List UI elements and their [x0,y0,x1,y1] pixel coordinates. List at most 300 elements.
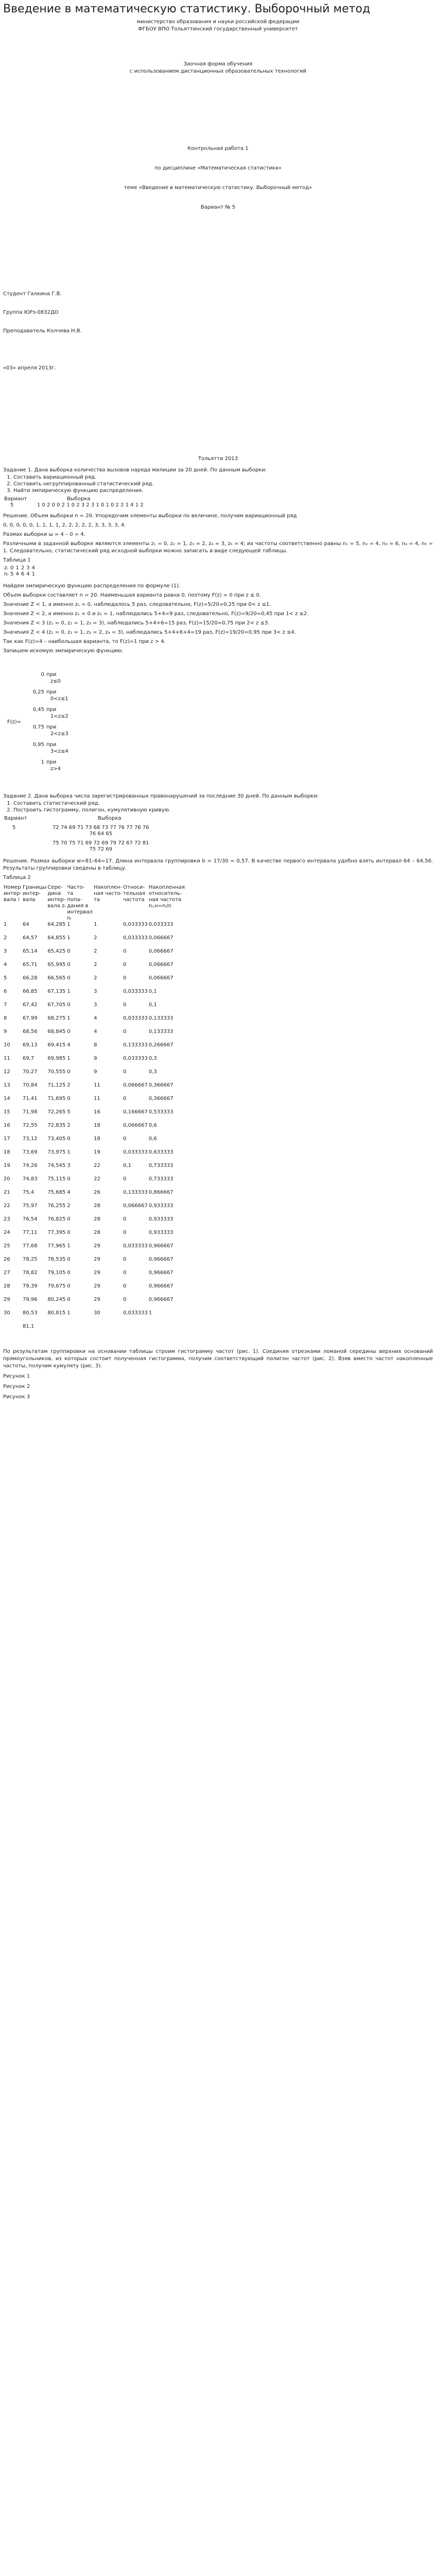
table-cell: 75,685 [47,1190,66,1195]
table-cell: 69,7 [22,1056,34,1061]
table-cell: 0,033333 [148,922,173,927]
table-cell: 13 [4,1082,10,1088]
table-cell: 0 [123,1136,127,1142]
table-row [3,1109,190,1123]
table-cell: 79,675 [47,1283,66,1289]
table-cell: 0 [123,1257,127,1262]
task-2-title: Задание 2. Дана выборка числа зарегистрированных правонарушений за последние 30 дней. По данным выборки: [3,793,319,799]
table-cell: 68,56 [22,1029,38,1035]
table-cell: 0 [67,1029,71,1035]
ecdf-value: 1 [41,759,44,765]
table-cell: 2 [94,962,97,968]
column-header [22,885,47,922]
table-cell: 30 [4,1310,10,1316]
table-header-row [3,885,190,922]
table-cell: 0 [67,1176,71,1182]
sample-line: 75 70 75 71 69 72 69 79 72 67 72 81 [53,840,149,846]
table-cell: 65,14 [22,948,38,954]
header-text: интер- [47,897,66,903]
table-cell: 9 [94,1069,97,1075]
sample-line: 75 72 69 [89,846,113,852]
date-line: «03» апреля 2013г. [3,365,56,371]
table-cell: 77,11 [22,1230,38,1235]
header-text: интер- [22,891,41,896]
table-cell: 73,975 [47,1149,66,1155]
sample-header: Выборка [98,816,121,821]
table-cell: nᵢ [4,571,9,577]
table-cell: 5 [67,1109,71,1115]
header-text: ная часто- [94,891,123,896]
table-cell [93,1324,123,1337]
variation-series: 0, 0, 0, 0, 0, 1, 1, 1, 1, 2, 2, 2, 2, 2, 3, 3, 3, 3, 4. [3,522,126,528]
ecdf-cond: z≤0 [50,679,61,684]
table-cell: 65,71 [22,962,38,968]
ecdf-cond: при [46,759,57,765]
table-cell: 0,133333 [148,1015,173,1021]
table-row [3,1163,190,1176]
frequency-table [3,565,36,578]
column-header [66,885,93,922]
table-cell: 0,066667 [123,1123,148,1128]
table-cell: 29 [94,1257,100,1262]
ecdf-value: 0,25 [32,689,44,695]
table-cell: 0 [123,1297,127,1302]
table-cell: 3 [4,948,7,954]
table-cell: 72,55 [22,1123,38,1128]
ecdf-paragraph: Значения Z < 4 (z₁ = 0, z₂ = 1, z₃ = 2, z₄ = 3), наблюдались 5+4+6+4=19 раз, F(z)=19/20=0,95 при 3< z ≤4. [3,630,296,635]
table-cell: 64,855 [47,935,66,941]
table-cell: 0,6 [148,1123,157,1128]
table-cell: 0,1 [123,1163,132,1168]
table-cell: 2 [67,1123,71,1128]
table-cell: 0,033333 [123,1149,148,1155]
sample-range: Размах выборки ѡ = 4 – 0 = 4. [3,532,85,537]
table-cell [123,1324,148,1337]
find-ecdf-line: Найдем эмпирическую функцию распределения по формуле (1). [3,583,181,589]
column-header [148,885,190,922]
table-row [3,565,36,571]
table-row [3,1136,190,1149]
table-cell: 23 [4,1216,10,1222]
table-cell: 76,54 [22,1216,38,1222]
table-cell: 78,535 [47,1257,66,1262]
table-cell: 3 [67,1163,71,1168]
table-cell: 0,933333 [148,1230,173,1235]
variant-header: Вариант [4,816,27,821]
table-cell: 4 [26,571,30,577]
header-text: интервал nᵢ [67,909,93,921]
table-cell: 4 [67,1190,71,1195]
table-cell: 28 [94,1216,100,1222]
grouping-table [3,885,190,1337]
table-cell: 72,835 [47,1123,66,1128]
table-cell: 2 [94,935,97,941]
list-item: 2. Составить негруппированный статистический ряд. [13,481,436,487]
header-text: nᵢ,н=nᵢ/n [148,903,171,909]
table-cell: 22 [4,1203,10,1209]
header-text: Сере- [47,885,63,890]
table-cell: 0 [123,948,127,954]
table-cell: 20 [4,1176,10,1182]
variant-value: 5 [10,502,14,508]
table-cell: 0,033333 [123,1243,148,1249]
header-text: Относи- [123,885,145,890]
table-cell: 0 [123,975,127,981]
table-row [3,1176,190,1190]
table-cell: 0 [123,1270,127,1276]
table-cell: 80,815 [47,1310,66,1316]
table-cell: 1 [67,1056,71,1061]
table-cell [3,1324,22,1337]
table-cell: 2 [67,1082,71,1088]
table-cell: 68,275 [47,1015,66,1021]
table-cell: 0 [67,962,71,968]
table-cell: 28 [94,1230,100,1235]
table-cell: 75,115 [47,1176,66,1182]
table-cell: 4 [67,1042,71,1048]
figure-caption: Рисунок 2 [3,1384,30,1389]
table-cell: 2 [67,1203,71,1209]
header-text: Границы [22,885,47,890]
task-2 [0,793,436,1401]
table-cell: 1 [67,1015,71,1021]
header-text: частота [123,897,145,903]
table-row [3,948,190,962]
table-cell: 15 [4,1109,10,1115]
table-cell: 67,135 [47,989,66,994]
header-text: вала zᵢ [47,903,66,909]
table-row [3,1203,190,1216]
table-cell: 79,105 [47,1270,66,1276]
sample-line: 76 64 65 [89,831,113,837]
table-cell: 0,066667 [148,962,173,968]
ecdf-paragraph: Объем выборки составляет n = 20. Наименьшая варианта равна 0, поэтому F(z) = 0 при z ≤ 0. [3,592,261,598]
table-cell: 3 [94,1002,97,1008]
table-row [3,1096,190,1109]
ministry-line: министерство образования и науки российской федерации [136,19,300,25]
task-1-list [0,474,436,494]
table-cell: 1 [15,565,19,571]
ecdf-write-line: Запишем искомую эмпирическую функцию: [3,648,123,654]
table-cell: 73,69 [22,1149,38,1155]
table-cell: 0,066667 [148,935,173,941]
header-text: попа- [67,897,82,903]
table-cell: 0,966667 [148,1257,173,1262]
header-text: интер- [4,891,22,896]
table-cell: 70,555 [47,1069,66,1075]
ecdf-value: 0,45 [32,707,44,713]
header-text: дина [47,891,61,896]
list-item: 2. Построить гистограмму, полигон, кумулятивную кривую. [13,807,436,814]
table-cell: 22 [94,1163,100,1168]
table-cell: 29 [4,1297,10,1302]
table-cell: 64 [22,922,29,927]
table-cell: 4 [94,1015,97,1021]
table-cell: 1 [67,1310,71,1316]
task-2-list [0,800,436,814]
table-cell: 0,033333 [123,1015,148,1021]
table-cell: 0 [123,1069,127,1075]
table-cell: 14 [4,1096,10,1101]
table-cell: 75,4 [22,1190,34,1195]
ecdf-cond: 1<z≤2 [50,714,68,719]
table-cell: 0,033333 [123,922,148,927]
table-cell [47,1324,66,1337]
table-cell: 6 [4,989,7,994]
table-cell: 1 [67,1243,71,1249]
table-cell: 0,966667 [148,1243,173,1249]
table-cell: 64,285 [47,922,66,927]
table-cell: 0 [67,1216,71,1222]
table-row [3,1297,190,1310]
table-cell: 78,25 [22,1257,38,1262]
table-cell: 80,245 [47,1297,66,1302]
table-cell: 3 [26,565,30,571]
table-cell: 1 [67,989,71,994]
header-text: относитель- [148,891,182,896]
table-cell: 68,845 [47,1029,66,1035]
list-item: 1. Составить статистический ряд. [13,800,436,807]
table-cell: 0,033333 [123,935,148,941]
ecdf-cond: 3<z≤4 [50,749,68,754]
table-cell: 2 [94,948,97,954]
table-cell: 0 [67,1270,71,1276]
page-title: Введение в математическую статистику. Выборочный метод [3,3,371,15]
table-row [3,1069,190,1082]
table-cell: 71,695 [47,1096,66,1101]
task-1-solution: Решение. Объем выборки n = 20. Упорядочим элементы выборки по величине, получим вариационный ряд [3,513,297,519]
table-cell: 4 [15,571,19,577]
table-cell: 28 [94,1203,100,1209]
table-cell: 0,533333 [148,1109,173,1115]
task-1-title: Задание 1. Дана выборка количества вызовов наряда милиции за 20 дней. По данным выборки: [3,467,267,473]
table-cell: 79,39 [22,1283,38,1289]
table-cell: 25 [4,1243,10,1249]
figure-caption: Рисунок 1 [3,1374,30,1379]
table-row [3,1123,190,1136]
header-text: та [94,897,100,903]
table-cell: 73,12 [22,1136,38,1142]
table-row [3,1270,190,1283]
header-text: Накоплен- [94,885,123,890]
table-cell: 1 [67,1149,71,1155]
table-cell: 1 [67,922,71,927]
table-row [3,935,190,948]
table-cell: 0 [67,1257,71,1262]
header-text: дания в [67,903,89,909]
table-cell: 11 [94,1096,100,1101]
table-cell: 8 [4,1015,7,1021]
table-cell: 17 [4,1136,10,1142]
header-text: Часто- [67,885,85,890]
table-cell: 9 [94,1056,97,1061]
header-text: вала [22,897,36,903]
table-cell: 6 [21,571,25,577]
ecdf-value: 0,75 [32,724,44,730]
ecdf-cond: при [46,707,57,713]
table-cell: 27 [4,1270,10,1276]
header-text: та [67,891,74,896]
table-cell: 0,033333 [123,1056,148,1061]
table-cell: 81,1 [22,1324,34,1329]
ecdf-cond: z>4 [50,766,61,772]
table-cell: 70,27 [22,1069,38,1075]
table-cell: 0,3 [148,1056,157,1061]
ecdf-cond: при [46,724,57,730]
list-item: 3. Найти эмпирическую функцию распределения. [13,487,436,494]
ecdf-cond: при [46,689,57,695]
table-cell: 73,405 [47,1136,66,1142]
table-row [3,1056,190,1069]
table-cell: 76,825 [47,1216,66,1222]
header-text: Номер [4,885,21,890]
table-cell: 11 [4,1056,10,1061]
ecdf-piecewise [6,671,69,772]
task-1 [0,467,436,772]
table-cell: 30 [94,1310,100,1316]
column-header [3,885,22,922]
variant-header: Вариант [4,496,27,502]
table-row [3,1042,190,1056]
table-cell: 0,066667 [148,948,173,954]
table-cell: 2 [4,935,7,941]
table-cell: 0 [10,565,14,571]
table-cell: 64,57 [22,935,38,941]
table-cell: 79,96 [22,1297,38,1302]
table-row [3,1310,190,1324]
table-cell: 0,266667 [148,1042,173,1048]
table-cell: 71,98 [22,1109,38,1115]
column-header [123,885,148,922]
table-cell: 69,13 [22,1042,38,1048]
sample-value: 1 0 2 0 0 2 1 0 2 3 2 3 1 0 1 0 2 2 1 4 1 2 [37,502,144,508]
table-cell: 18 [94,1136,100,1142]
variant-line: Вариант № 5 [200,205,236,210]
table-cell: 0,6 [148,1136,157,1142]
table-2-caption: Таблица 2 [3,875,31,880]
table-cell: 0 [67,1069,71,1075]
table-cell: 0,966667 [148,1283,173,1289]
table-cell: 0,133333 [123,1042,148,1048]
table-cell: 7 [4,1002,7,1008]
header-text: тельная [123,891,146,896]
table-cell: 1 [4,922,7,927]
table-1-caption: Таблица 1 [3,557,31,563]
table-cell: 0 [67,975,71,981]
table-row [3,1243,190,1257]
header-text: ная частота [148,897,182,903]
table-cell: 22 [94,1176,100,1182]
table-cell: 0 [67,1002,71,1008]
table-cell: 0 [123,1230,127,1235]
table-row [3,989,190,1002]
table-cell: 0,066667 [123,1203,148,1209]
table-cell: 74,545 [47,1163,66,1168]
table-cell: 69,415 [47,1042,66,1048]
group-line: Группа ЮРз-0832ДО [3,310,59,315]
table-cell: 5 [10,571,14,577]
table-cell: 1 [31,571,35,577]
table-cell: 74,26 [22,1163,38,1168]
table-cell: 67,705 [47,1002,66,1008]
table-cell: 19 [94,1149,100,1155]
table-cell: 75,97 [22,1203,38,1209]
table-cell: 71,125 [47,1082,66,1088]
table-cell: 5 [4,975,7,981]
table-cell: 0,133333 [148,1029,173,1035]
table-row [3,1216,190,1230]
table-row [3,1015,190,1029]
header-text: вала i [4,897,20,903]
table-cell: 2 [94,975,97,981]
table-cell: 24 [4,1230,10,1235]
table-cell: 28 [4,1283,10,1289]
table-cell: 0,1 [148,1002,157,1008]
table-cell: 0,166667 [123,1109,148,1115]
table-cell: 0 [67,1283,71,1289]
table-cell: 67,99 [22,1015,38,1021]
column-header [93,885,123,922]
table-row [3,1149,190,1163]
table-cell: 0 [123,1029,127,1035]
table-cell [66,1324,93,1337]
work-title: Контрольная работа 1 [187,146,249,151]
table-cell: 0,366667 [148,1096,173,1101]
table-row [3,1082,190,1096]
table-cell: 18 [94,1123,100,1128]
ecdf-paragraph: Значения Z < 3 (z₁ = 0, z₂ = 1, z₃ = 3), наблюдались 5+4+6=15 раз, F(z)=15/20=0,75 при 2< z ≤3. [3,620,270,626]
table-cell: 29 [94,1270,100,1276]
table-cell: 0,3 [148,1069,157,1075]
table-cell: 18 [4,1149,10,1155]
table-cell: 3 [94,989,97,994]
table-cell: 0 [67,1297,71,1302]
table-cell: 0 [67,1230,71,1235]
table-cell: 76,255 [47,1203,66,1209]
table-cell: 0,1 [148,989,157,994]
table-cell: 78,82 [22,1270,38,1276]
topic-line: теме «Введение в математическую статистику. Выборочный метод» [124,185,312,191]
table-cell: 1 [148,1310,152,1316]
table-cell: 0,966667 [148,1270,173,1276]
ecdf-paragraph: Значения Z < 2, а именно z₁ = 0 и z₂ = 1, наблюдались 5+4=9 раз, следовательно, F(z)=9/20=0,45 при 1< z ≤2. [3,611,309,617]
ecdf-cond: при [46,742,57,748]
table-cell: zᵢ [4,565,8,571]
table-cell: 0 [67,1136,71,1142]
ecdf-value: 0,95 [32,742,44,748]
table-cell: 70,84 [22,1082,38,1088]
table-cell: 10 [4,1042,10,1048]
header-text: Накопленная [148,885,185,890]
table-cell: 0,733333 [148,1163,173,1168]
table-cell: 1 [94,922,97,927]
table-cell: 12 [4,1069,10,1075]
table-cell: 19 [4,1163,10,1168]
study-form-line-1: Заочная форма обучения [183,61,253,67]
table-cell: 77,68 [22,1243,38,1249]
table-cell: 0,866667 [148,1190,173,1195]
task-1-variant-table [3,496,145,509]
list-item: 1. Составить вариационный ряд. [13,474,436,481]
table-row [3,1029,190,1042]
table-cell: 4 [31,565,35,571]
table-cell: 0 [67,1096,71,1101]
table-cell: 77,965 [47,1243,66,1249]
table-cell: 0 [123,1216,127,1222]
table-cell: 72,265 [47,1109,66,1115]
table-cell: 0 [123,1176,127,1182]
discipline-line: по дисциплине «Математическая статистика» [154,165,282,171]
